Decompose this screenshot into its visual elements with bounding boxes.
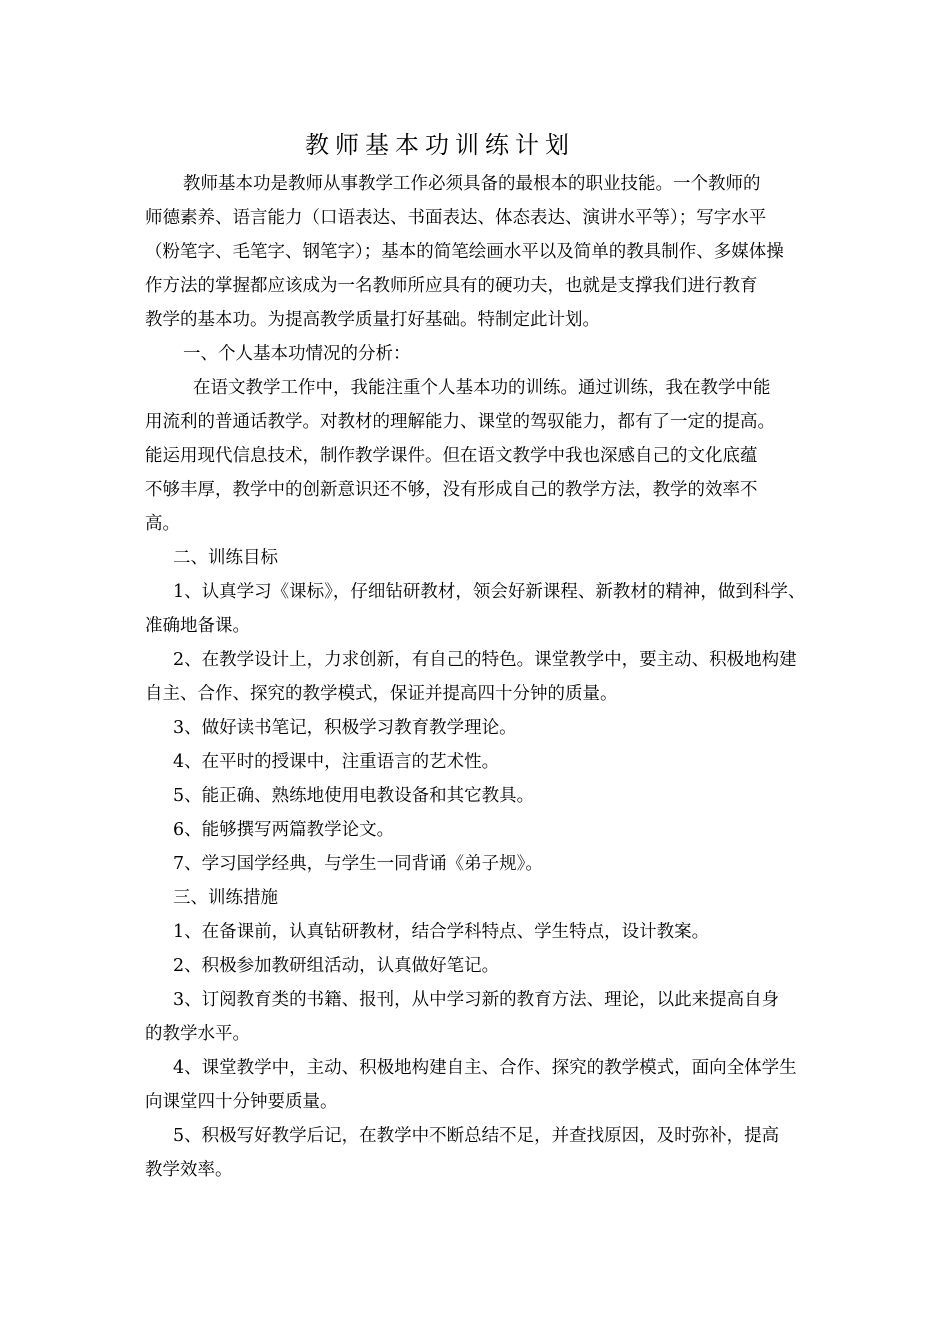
paragraph-line: 向课堂四十分钟要质量。 bbox=[145, 1092, 338, 1112]
paragraph-line: 4、课堂教学中，主动、积极地构建自主、合作、探究的教学模式，面向全体学生 bbox=[173, 1058, 797, 1078]
paragraph-line: 不够丰厚，教学中的创新意识还不够，没有形成自己的教学方法，教学的效率不 bbox=[145, 480, 758, 500]
paragraph-line: 1、在备课前，认真钻研教材，结合学科特点、学生特点，设计教案。 bbox=[173, 922, 710, 942]
paragraph-line: 作方法的掌握都应该成为一名教师所应具有的硬功夫，也就是支撑我们进行教育 bbox=[145, 276, 758, 296]
paragraph-line: 二、训练目标 bbox=[173, 548, 278, 568]
paragraph-line: 2、在教学设计上，力求创新，有自己的特色。课堂教学中，要主动、积极地构建 bbox=[173, 650, 797, 670]
paragraph-line: 的教学水平。 bbox=[145, 1024, 250, 1044]
paragraph-line: 6、能够撰写两篇教学论文。 bbox=[173, 820, 395, 840]
paragraph-line: 一、个人基本功情况的分析： bbox=[183, 344, 411, 364]
paragraph-line: 2、积极参加教研组活动，认真做好笔记。 bbox=[173, 956, 500, 976]
paragraph-line: 1、认真学习《课标》，仔细钻研教材，领会好新课程、新教材的精神，做到科学、 bbox=[173, 582, 806, 602]
paragraph-line: 教师基本功是教师从事教学工作必须具备的最根本的职业技能。一个教师的 bbox=[183, 174, 761, 194]
paragraph-line: 3、订阅教育类的书籍、报刊，从中学习新的教育方法、理论，以此来提高自身 bbox=[173, 990, 780, 1010]
paragraph-line: 三、训练措施 bbox=[173, 888, 278, 908]
paragraph-line: （粉笔字、毛笔字、钢笔字）；基本的简笔绘画水平以及简单的教具制作、多媒体操 bbox=[145, 242, 784, 262]
paragraph-line: 高。 bbox=[145, 514, 180, 534]
paragraph-line: 7、学习国学经典，与学生一同背诵《弟子规》。 bbox=[173, 854, 543, 874]
paragraph-line: 教学的基本功。为提高教学质量打好基础。特制定此计划。 bbox=[145, 310, 600, 330]
paragraph-line: 5、积极写好教学后记，在教学中不断总结不足，并查找原因，及时弥补，提高 bbox=[173, 1126, 780, 1146]
paragraph-line: 在语文教学工作中，我能注重个人基本功的训练。通过训练，我在教学中能 bbox=[193, 378, 771, 398]
paragraph-line: 用流利的普通话教学。对教材的理解能力、课堂的驾驭能力，都有了一定的提高。 bbox=[145, 412, 775, 432]
paragraph-line: 准确地备课。 bbox=[145, 616, 250, 636]
document-body bbox=[145, 167, 825, 1187]
paragraph-line: 自主、合作、探究的教学模式，保证并提高四十分钟的质量。 bbox=[145, 684, 618, 704]
paragraph-line: 4、在平时的授课中，注重语言的艺术性。 bbox=[173, 752, 500, 772]
paragraph-line: 教学效率。 bbox=[145, 1160, 233, 1180]
document-title: 教师基本功训练计划 bbox=[305, 131, 575, 159]
paragraph-line: 3、做好读书笔记，积极学习教育教学理论。 bbox=[173, 718, 517, 738]
paragraph-line: 师德素养、语言能力（口语表达、书面表达、体态表达、演讲水平等）；写字水平 bbox=[145, 208, 767, 228]
paragraph-line: 5、能正确、熟练地使用电教设备和其它教具。 bbox=[173, 786, 535, 806]
paragraph-line: 能运用现代信息技术，制作教学课件。但在语文教学中我也深感自己的文化底蕴 bbox=[145, 446, 758, 466]
